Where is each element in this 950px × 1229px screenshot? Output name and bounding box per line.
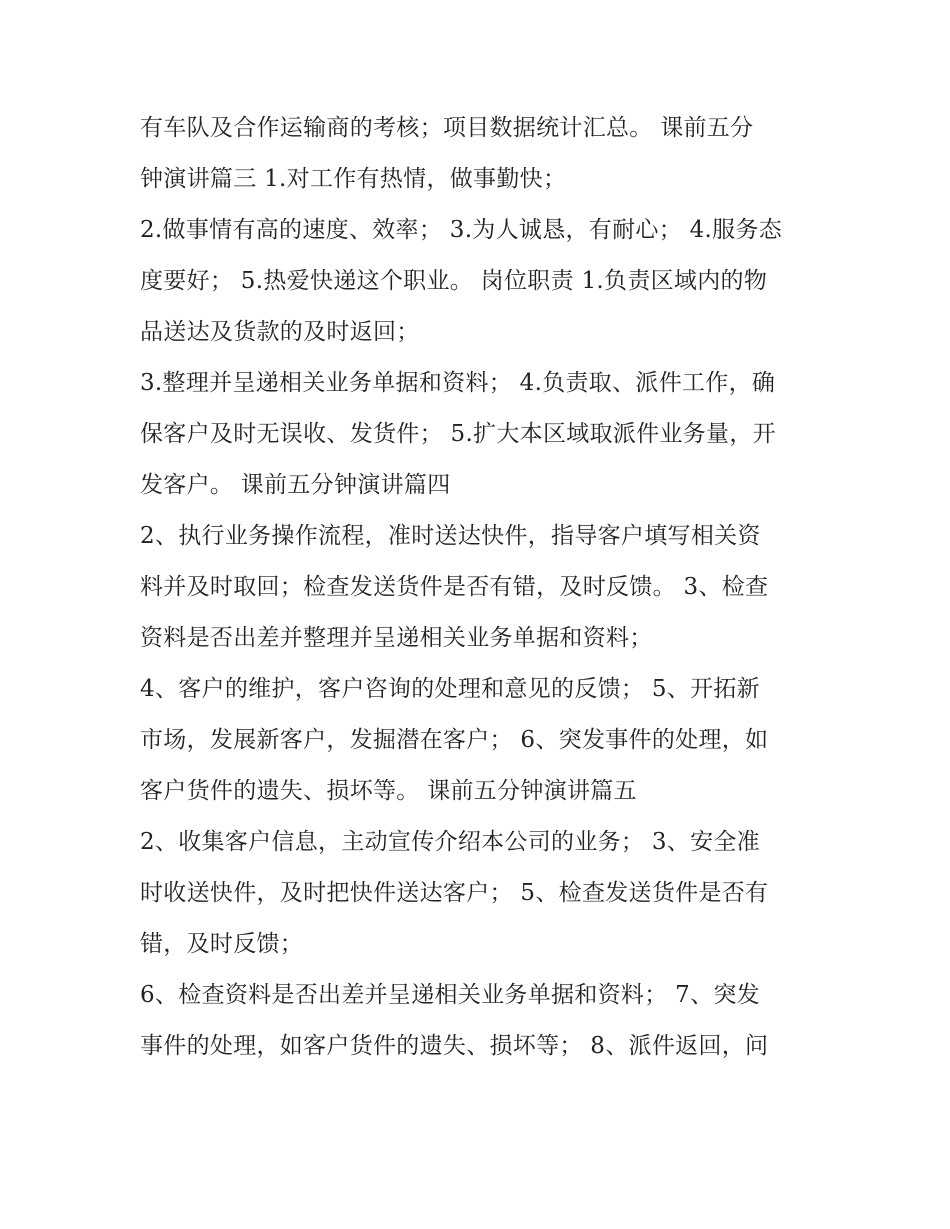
text-line: 发客户。 课前五分钟演讲篇四 — [140, 472, 451, 498]
text-line: 4、客户的维护，客户咨询的处理和意见的反馈； 5、开拓新 — [140, 676, 760, 702]
text-line: 保客户及时无误收、发货件； 5.扩大本区域取派件业务量，开 — [140, 421, 776, 447]
paragraph-4 — [140, 511, 820, 664]
paragraph-7 — [140, 970, 820, 1072]
document-page — [140, 103, 820, 1072]
text-line: 品送达及货款的及时返回； — [140, 319, 420, 345]
text-line: 2、收集客户信息，主动宣传介绍本公司的业务； 3、安全准 — [140, 829, 760, 855]
text-line: 市场，发展新客户，发掘潜在客户； 6、突发事件的处理，如 — [140, 727, 769, 753]
paragraph-3 — [140, 358, 820, 511]
text-line: 2.做事情有高的速度、效率； 3.为人诚恳，有耐心； 4.服务态 — [140, 217, 783, 243]
text-line: 钟演讲篇三 1.对工作有热情，做事勤快； — [140, 166, 567, 192]
text-line: 3.整理并呈递相关业务单据和资料； 4.负责取、派件工作，确 — [140, 370, 776, 396]
text-line: 料并及时取回；检查发送货件是否有错，及时反馈。 3、检查 — [140, 574, 769, 600]
text-line: 资料是否出差并整理并呈递相关业务单据和资料； — [140, 625, 653, 651]
text-line: 2、执行业务操作流程，准时送达快件，指导客户填写相关资 — [140, 523, 761, 549]
text-line: 时收送快件，及时把快件送达客户； 5、检查发送货件是否有 — [140, 880, 769, 906]
text-line: 错，及时反馈； — [140, 931, 304, 957]
paragraph-6 — [140, 817, 820, 970]
text-line: 事件的处理，如客户货件的遗失、损坏等； 8、派件返回，问 — [140, 1033, 769, 1059]
paragraph-2 — [140, 205, 820, 358]
text-line: 度要好； 5.热爱快递这个职业。 岗位职责 1.负责区域内的物 — [140, 268, 768, 294]
paragraph-5 — [140, 664, 820, 817]
text-line: 客户货件的遗失、损坏等。 课前五分钟演讲篇五 — [140, 778, 637, 804]
text-line: 6、检查资料是否出差并呈递相关业务单据和资料； 7、突发 — [140, 982, 760, 1008]
text-line: 有车队及合作运输商的考核；项目数据统计汇总。 课前五分 — [140, 115, 754, 141]
paragraph-1 — [140, 103, 820, 205]
